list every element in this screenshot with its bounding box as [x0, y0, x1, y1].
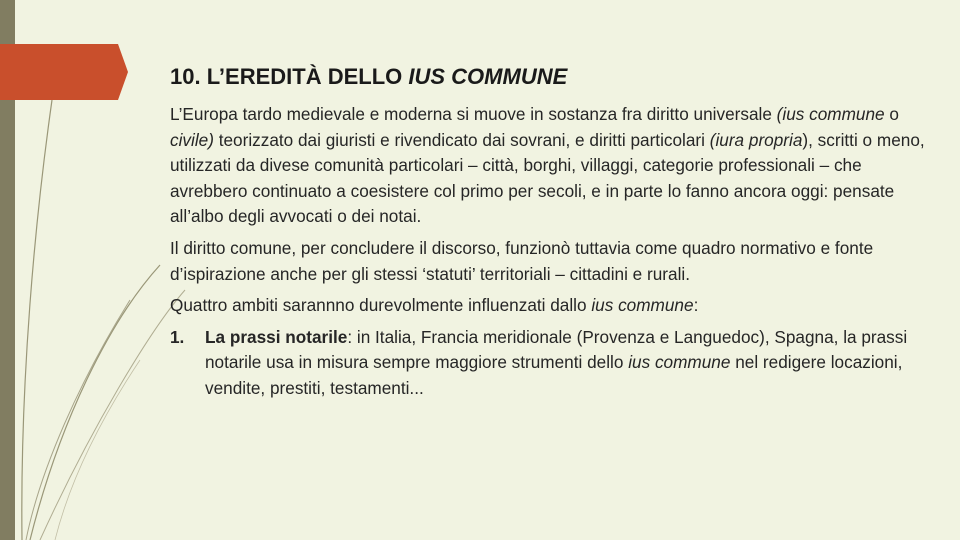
slide-body	[170, 102, 930, 402]
p1-italic-3: (iura propria	[709, 129, 803, 150]
title-italic: IUS COMMUNE	[408, 64, 568, 89]
title-accent-tab	[0, 44, 128, 100]
list-item-text-1: : in Italia, Francia meridionale (Provenza e Languedoc), Spagna, la prassi notarile usa in misura sempre maggiore strumenti dello	[205, 326, 908, 373]
paragraph-1	[170, 102, 930, 230]
list-item-bold: La prassi notarile	[205, 326, 348, 347]
p3-text-2: :	[693, 295, 699, 316]
p1-text-2: o	[884, 104, 899, 124]
slide-title	[170, 64, 567, 90]
p1-text-1: L’Europa tardo medievale e moderna si muove in sostanza fra diritto universale	[170, 104, 777, 124]
list-item-text-2: nel redigere locazioni, vendite, prestiti, testamenti...	[205, 352, 903, 398]
p1-italic-2: civile)	[170, 129, 214, 150]
p1-text-4: ), scritti o meno, utilizzati da divese comunità particolari – città, borghi, villaggi, categorie professionali – che avrebbero continuato a coesistere col primo per secoli, e in parte lo fanno ancora oggi: pensate all’albo degli avvocati o dei notai.	[170, 129, 925, 227]
numbered-list	[170, 325, 930, 402]
p1-text-3: teorizzato dai giuristi e rivendicato dai sovrani, e diritti particolari	[213, 129, 710, 150]
paragraph-3	[170, 293, 930, 319]
list-item-italic: ius commune	[628, 352, 731, 373]
list-item	[170, 325, 930, 402]
p3-text-1: Quattro ambiti sarannno durevolmente influenzati dallo	[170, 295, 592, 316]
p1-italic-1: (ius commune	[776, 104, 885, 124]
p3-italic-1: ius commune	[591, 295, 694, 316]
paragraph-2: Il diritto comune, per concludere il discorso, funzionò tuttavia come quadro normativo e fonte d’ispirazione anche per gli stessi ‘statuti’ territoriali – cittadini e rurali.	[170, 237, 874, 284]
list-number: 1.	[170, 326, 185, 347]
title-text: 10. L’EREDITÀ DELLO	[170, 64, 409, 89]
